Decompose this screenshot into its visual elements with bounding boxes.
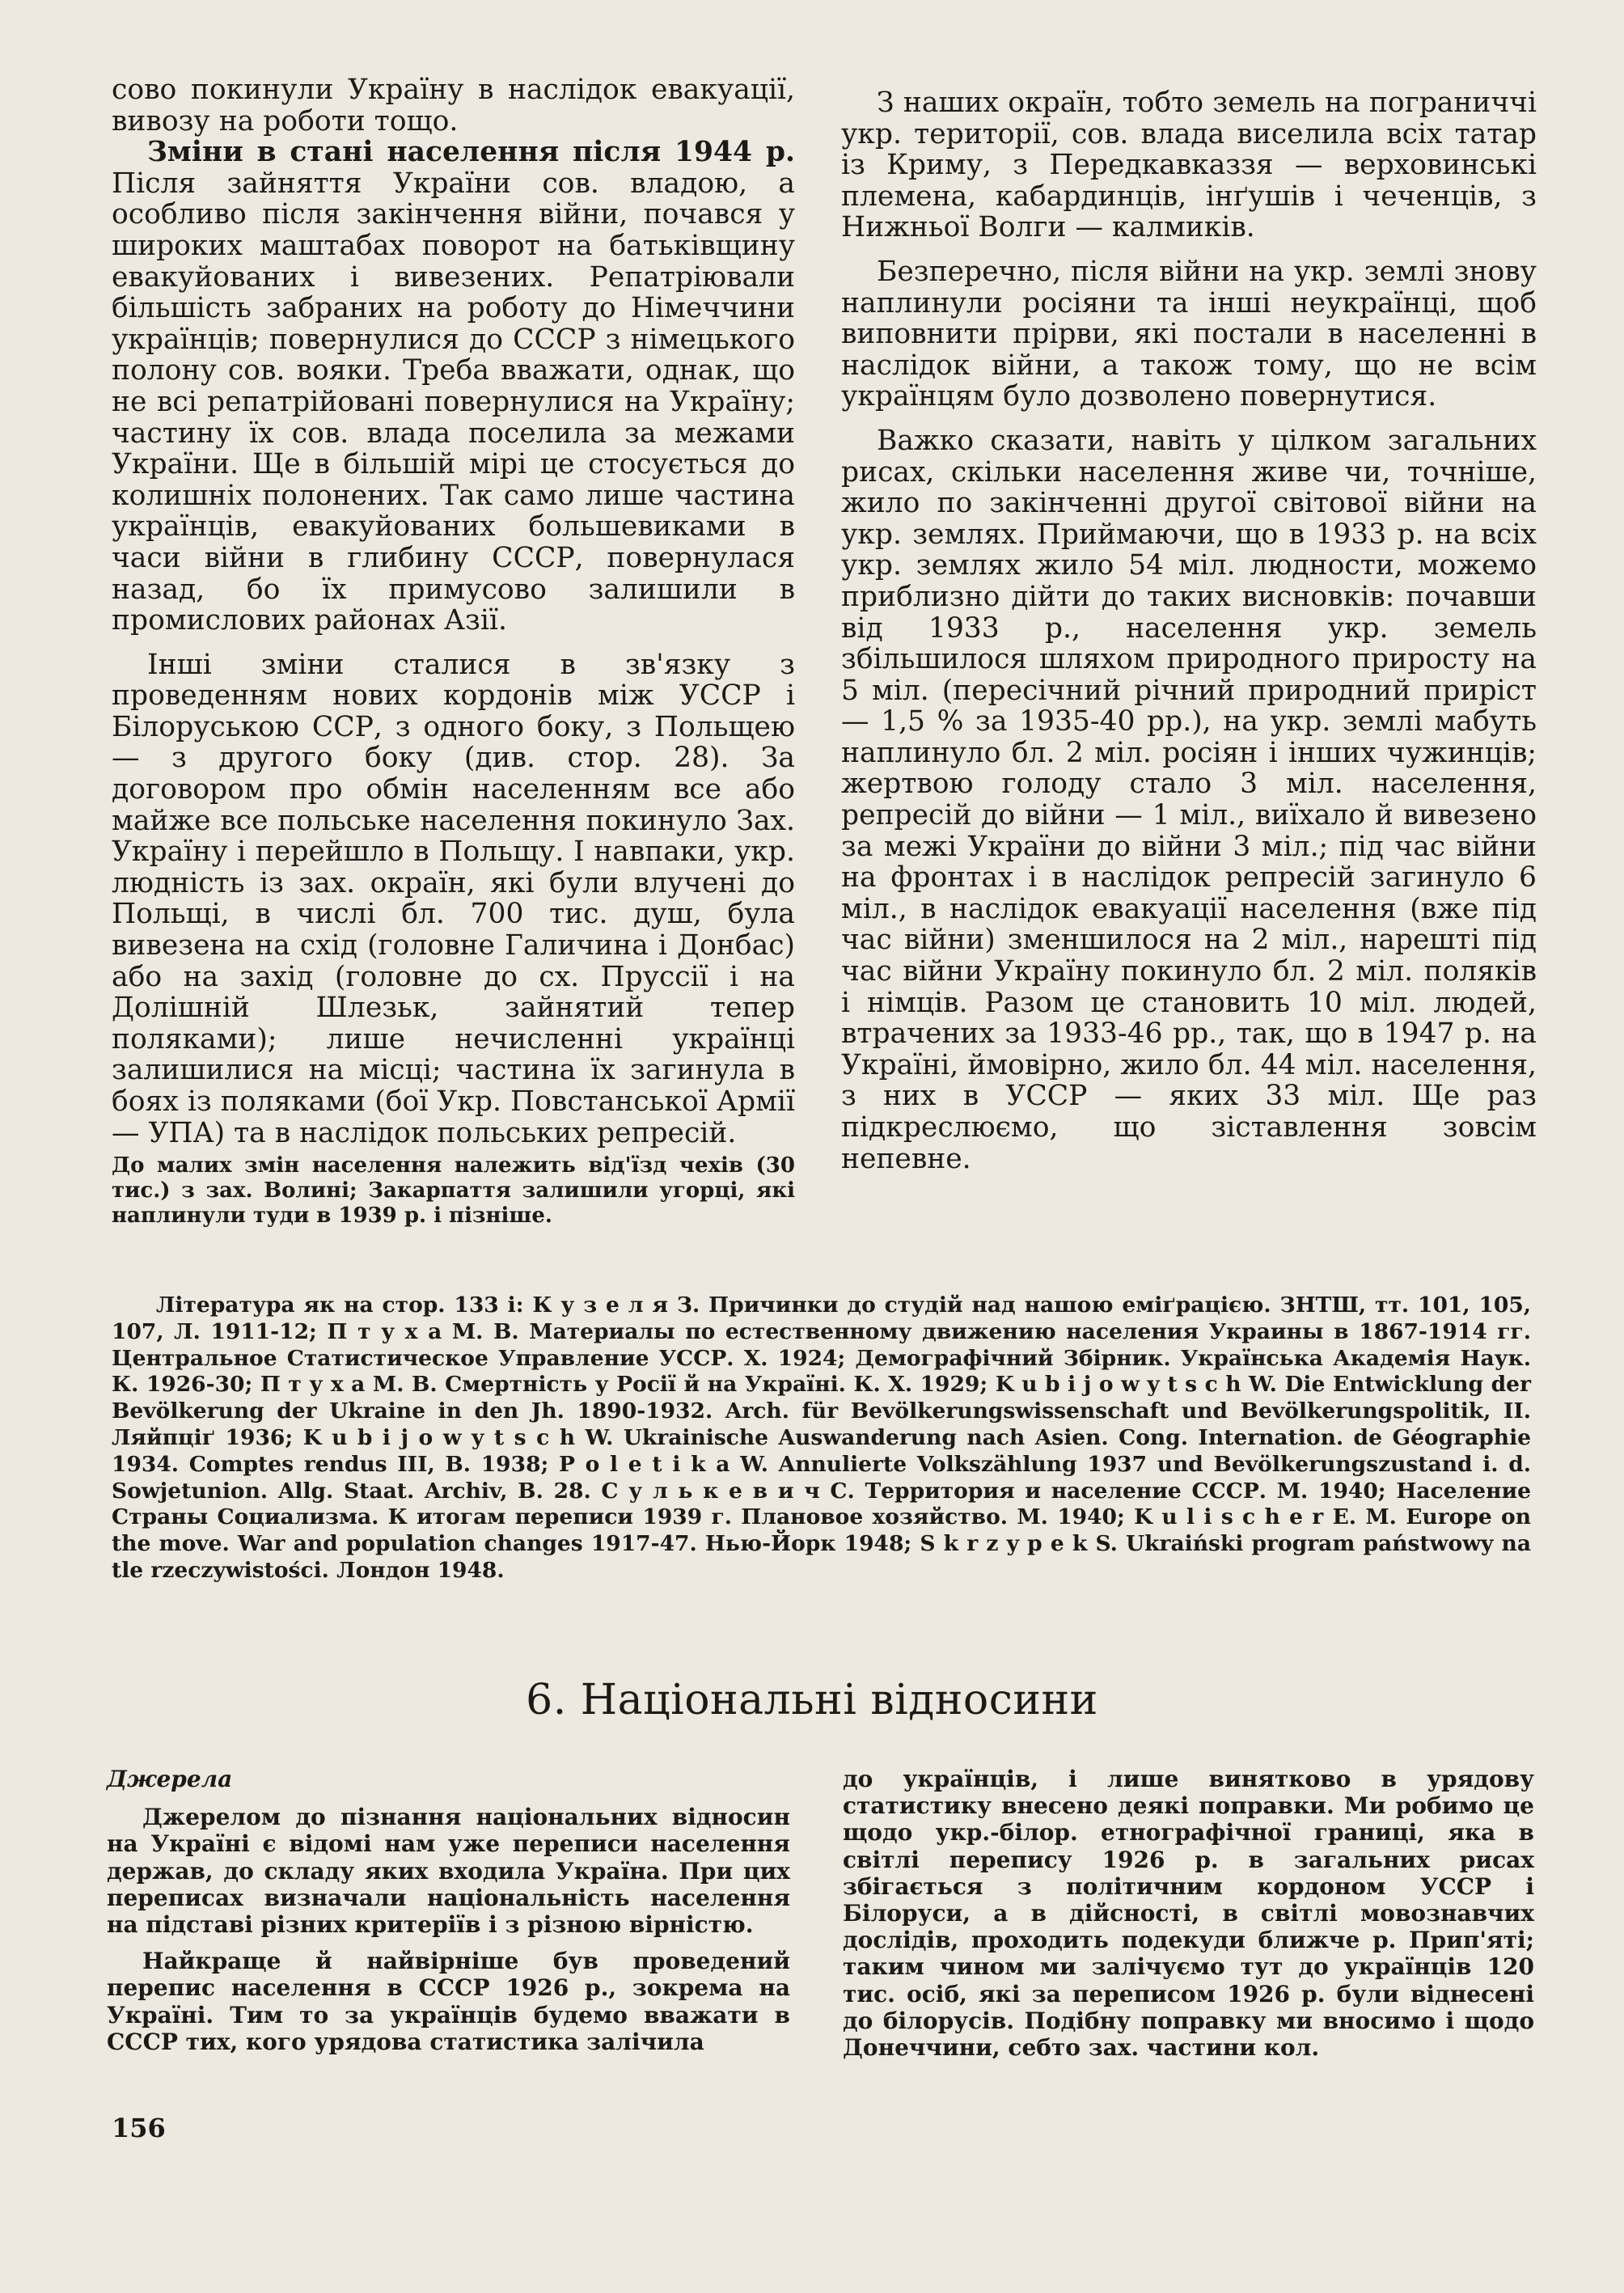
- literature-text: Література як на стор. 133 і: К у з е л я З. Причинки до студій над нашою еміґрацією. ЗНТШ, тт. 101, 105, 107, Л. 1911-12; П т у х а М. В. Материалы по естественному движению населения Украины в 1867-1914 гг. Центральное Статистическое Управление УССР. Х. 1924; Демографічний Збірник. Українська Академія Наук. К. 1926-30; П т у х а М. В. Смертність у Росії й на Україні. К. Х. 1929; K u b i j o w y t s c h W. Die Entwicklung der Bevölkerung der Ukraine in den Jh. 1890-1932. Arch. für Bevölkerungswissenschaft und Bevölkerungspolitik, II. Ляйпціґ 1936; K u b i j o w y t s c h W. Ukrainische Auswanderung nach Asien. Cong. Internation. de Géographie 1934. Comptes rendus III, B. 1938; P o l e t i k a W. Annulierte Volkszählung 1937 und Bevölkerungszustand i. d. Sowjetunion. Allg. Staat. Archiv, B. 28. С у л ь к е в и ч С. Территория и население СССР. М. 1940; Население Страны Социализма. К итогам переписи 1939 г. Плановое хозяйство. М. 1940; K u l i s c h e r E. M. Europe on the move. War and population changes 1917-47. Нью-Йорк 1948; S k r z y p e k S. Ukraiński program państwowy na tle rzeczywistości. Лондон 1948.: [112, 1292, 1531, 1583]
- paragraph-border-changes: Інші зміни сталися в зв'язку з проведенням нових кордонів між УССР і Білоруською ССР, з одного боку, з Польщею — з другого боку (див. стор. 28). За договором про обмін населенням все або майже все польське населення покинуло Зах. Україну і перейшло в Польщу. І навпаки, укр. людність із зах. окраїн, які були влучені до Польщі, в числі бл. 700 тис. душ, була вивезена на схід (головне Галичина і Донбас) або на захід (головне до сх. Пруссії і на Долішній Шлезьк, зайнятий тепер поляками); лише нечисленні українці залишилися на місці; частина їх загинула в боях із поляками (бої Укр. Повстанської Армії — УПА) та в наслідок польських репресій.: [112, 648, 795, 1149]
- subheading-population-changes: Зміни в стані населення після 1944 р.: [147, 136, 795, 169]
- right-column-top: [841, 87, 1537, 1174]
- paragraph-deportations: З наших окраїн, тобто земель на пограниччі укр. території, сов. влада виселила всіх татар із Криму, з Передкавказзя — верховинські племена, кабардинців, інґушів і чеченців, з Нижньої Волги — калмиків.: [841, 87, 1537, 244]
- paragraph-population-changes: [112, 137, 795, 637]
- sources-heading: Джерела: [107, 1766, 233, 1792]
- paragraph-corrections: до українців, і лише винятково в урядову статистику внесено деякі поправки. Ми робимо це щодо укр.-білор. етнографічної границі, яка в світлі перепису 1926 р. в загальних рисах збігається з політичним кордоном УССР і Білоруси, а в дійсності, в світлі мовознавчих дослідів, проходить подекуди ближче р. Прип'яті; таким чином ми залічуємо тут до українців 120 тис. осіб, які за переписом 1926 р. були віднесені до білорусів. Подібну поправку ми вносимо і щодо Донеччини, себто зах. частини кол.: [843, 1766, 1534, 2062]
- right-column-bottom: [843, 1766, 1534, 2061]
- paragraph-census-1926: Найкраще й найвірніше був проведений перепис населення в СССР 1926 р., зокрема на Україні. Тим то за українців будемо вважати в СССР тих, кого урядова статистика залічила: [107, 1948, 790, 2055]
- paragraph-sources: Джерелом до пізнання національних відносин на Україні є відомі нам уже переписи населення держав, до складу яких входила Україна. При цих переписах визначали національність населення на підставі різних критеріїв і з різною вірністю.: [107, 1804, 790, 1939]
- section-heading: 6. Національні відносини: [526, 1676, 1098, 1724]
- paragraph-population-changes-text: Після зайняття України сов. владою, а особливо після закінчення війни, почався у широких маштабах поворот на батьківщину евакуйованих і вивезених. Репатріювали більшість забраних на роботу до Німеччини українців; повернулися до СССР з німецького полону сов. вояки. Треба вважати, однак, що не всі репатрійовані повернулися на Україну; частину їх сов. влада поселила за межами України. Ще в більшій мірі це стосується до колишніх полонених. Так само лише частина українців, евакуйованих большевиками в часи війни в глибину СССР, повернулася назад, бо їх примусово залишили в промислових районах Азії.: [112, 167, 795, 637]
- paragraph-population-estimate: Важко сказати, навіть у цілком загальних рисах, скільки населення живе чи, точніше, жило по закінченні другої світової війни на укр. землях. Приймаючи, що в 1933 р. на всіх укр. землях жило 54 міл. людности, можемо приблизно дійти до таких висновків: почавши від 1933 р., населення укр. земель збільшилося шляхом природного приросту на 5 міл. (пересічний річний природний приріст — 1,5 % за 1935-40 рр.), на укр. землі мабуть наплинуло бл. 2 міл. росіян і інших чужинців; жертвою голоду стало 3 міл. населення, репресій до війни — 1 міл., виїхало й вивезено за межі України до війни 3 міл.; під час війни на фронтах і в наслідок репресій загинуло 6 міл., в наслідок евакуації населення (вже під час війни) зменшилося на 2 міл., нарешті під час війни Україну покинуло бл. 2 міл. поляків і німців. Разом це становить 10 міл. людей, втрачених за 1933-46 рр., так, що в 1947 р. на Україні, ймовірно, жило бл. 44 міл. населення, з них в УССР — яких 33 міл. Ще раз підкреслюємо, що зіставлення зовсім непевне.: [841, 424, 1537, 1175]
- left-column-top: [112, 74, 795, 1229]
- left-column-bottom: [107, 1766, 790, 2055]
- page-number: 156: [112, 2113, 166, 2143]
- literature-block: [112, 1292, 1531, 1584]
- paragraph-continuation: сово покинули Україну в наслідок евакуації, вивозу на роботи тощо.: [112, 74, 795, 137]
- small-print-note: До малих змін населення належить від'їзд чехів (30 тис.) з зах. Волині; Закарпаття залишили угорці, які наплинули туди в 1939 р. і пізніше.: [112, 1153, 795, 1229]
- paragraph-immigration: Безперечно, після війни на укр. землі знову наплинули росіяни та інші неукраїнці, щоб виповнити прірви, які постали в населенні в наслідок війни, а також тому, що не всім українцям було дозволено повернутися.: [841, 255, 1537, 413]
